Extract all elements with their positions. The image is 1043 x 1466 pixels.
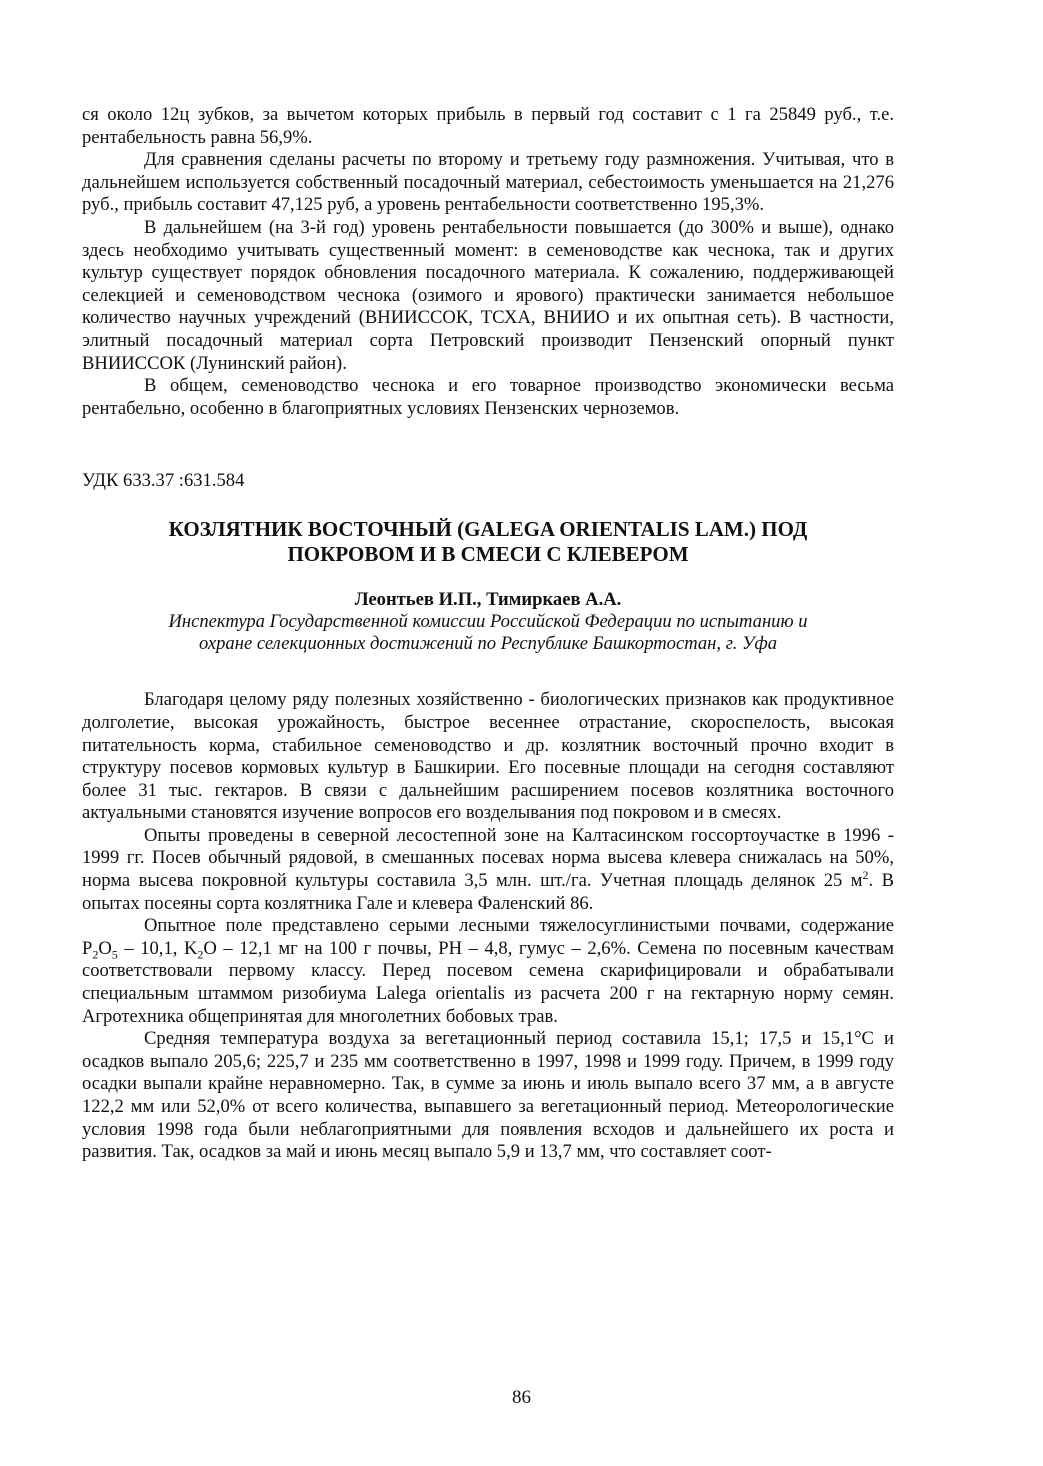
article-paragraph-weather: Средняя температура воздуха за вегетационный период составила 15,1; 17,5 и 15,1°С и осадков выпало 205,6; 225,7 и 235 мм соответственно в 1997, 1998 и 1999 году. Причем, в 1999 году осадки выпали крайне неравномерно. Так, в сумме за июнь и июль выпало всего 37 мм, а в августе 122,2 мм или 52,0% от всего количества, выпавшего за вегетационный период. Метеорологические условия 1998 года были неблагоприятными для появления всходов и дальнейшего их роста и развития. Так, осадков за май и июнь месяц выпало 5,9 и 13,7 мм, что составляет соот-	[82, 1028, 894, 1163]
article-paragraph-soil	[82, 915, 894, 1028]
article-title-line1: КОЗЛЯТНИК ВОСТОЧНЫЙ (GALEGA ORIENTALIS LAM.) ПОД	[168, 517, 808, 542]
udk-code: УДК 633.37 :631.584	[82, 470, 245, 492]
paragraph-continuation: ся около 12ц зубков, за вычетом которых прибыль в первый год составит с 1 га 25849 руб., т.е. рентабельность равна 56,9%.	[82, 104, 894, 148]
page-number: 86	[512, 1387, 531, 1408]
article-authors: Леонтьев И.П., Тимиркаев А.А.	[354, 589, 622, 611]
p2o5-subscript-5: 5	[111, 947, 118, 962]
paragraph-second-year: Для сравнения сделаны расчеты по второму и третьему году размножения. Учитывая, что в дальнейшем используется собственный посадочный материал, себестоимость уменьшается на 21,276 руб., прибыль составит 47,125 руб, а уровень рентабельности соответственно 195,3%.	[82, 149, 894, 216]
affiliation-line1: Инспектура Государственной комиссии Российской Федерации по испытанию и	[168, 611, 808, 633]
paragraph-conclusion: В общем, семеноводство чеснока и его товарное производство экономически весьма рентабельно, особенно в благоприятных условиях Пензенских черноземов.	[82, 375, 894, 419]
article-paragraph-experiments	[82, 825, 894, 915]
soil-text-a: Опытное поле представлено серыми лесными тяжелосуглинистыми почвами, содержание P	[82, 915, 894, 959]
article-title	[82, 517, 894, 567]
soil-text-c: – 10,1, K	[117, 937, 198, 959]
k2o-subscript-2: 2	[197, 947, 204, 962]
article-paragraph-intro: Благодаря целому ряду полезных хозяйственно - биологических признаков как продуктивное долголетие, высокая урожайность, быстрое весеннее отрастание, скороспелость, высокая питательность корма, стабильное семеноводство и др. козлятник восточный прочно входит в структуру посевов кормовых культур в Башкирии. Его посевные площади на сегодня составляют более 31 тыс. гектаров. В связи с дальнейшим расширением посевов козлятника восточного актуальными становятся изучение вопросов его возделывания под покровом и в смесях.	[82, 689, 894, 824]
article-title-line2: ПОКРОВОМ И В СМЕСИ С КЛЕВЕРОМ	[287, 542, 689, 567]
experiments-text-b: . В опытах посеяны сорта козлятника Гале и клевера Фаленский 86.	[82, 870, 894, 914]
affiliation-line2: охране селекционных достижений по Республике Башкортостан, г. Уфа	[198, 633, 778, 655]
experiments-text-a: Опыты проведены в северной лесостепной зоне на Калтасинском госсортоучастке в 1996 - 1999 гг. Посев обычный рядовой, в смешанных посевах норма высева клевера снижалась на 50%, норма высева покровной культуры составила 3,5 млн. шт./га. Учетная площадь делянок 25 м	[82, 824, 894, 892]
page-body	[82, 104, 894, 1164]
soil-text-b: O	[98, 937, 112, 959]
paragraph-third-year: В дальнейшем (на 3-й год) уровень рентабельности повышается (до 300% и выше), однако здесь необходимо учитывать существенный момент: в семеноводстве как чеснока, так и других культур существует порядок обновления посадочного материала. К сожалению, поддерживающей селекцией и семеноводством чеснока (озимого и ярового) практически занимается небольшое количество научных учреждений (ВНИИССОК, ТСХА, ВНИИО и их опытная сеть). В частности, элитный посадочный материал сорта Петровский производит Пензенский опорный пункт ВНИИССОК (Лунинский район).	[82, 216, 894, 374]
area-unit-superscript: 2	[862, 867, 869, 882]
article-affiliation	[82, 611, 894, 655]
p2o5-subscript-2: 2	[92, 947, 99, 962]
soil-text-d: O – 12,1 мг на 100 г почвы, PH – 4,8, гумус – 2,6%. Семена по посевным качествам соответствовали первому классу. Перед посевом семена скарифицировали и обрабатывали специальным штаммом ризобиума Lalega orientalis из расчета 200 г на гектарную норму семян. Агротехника общепринятая для многолетних бобовых трав.	[82, 937, 895, 1027]
